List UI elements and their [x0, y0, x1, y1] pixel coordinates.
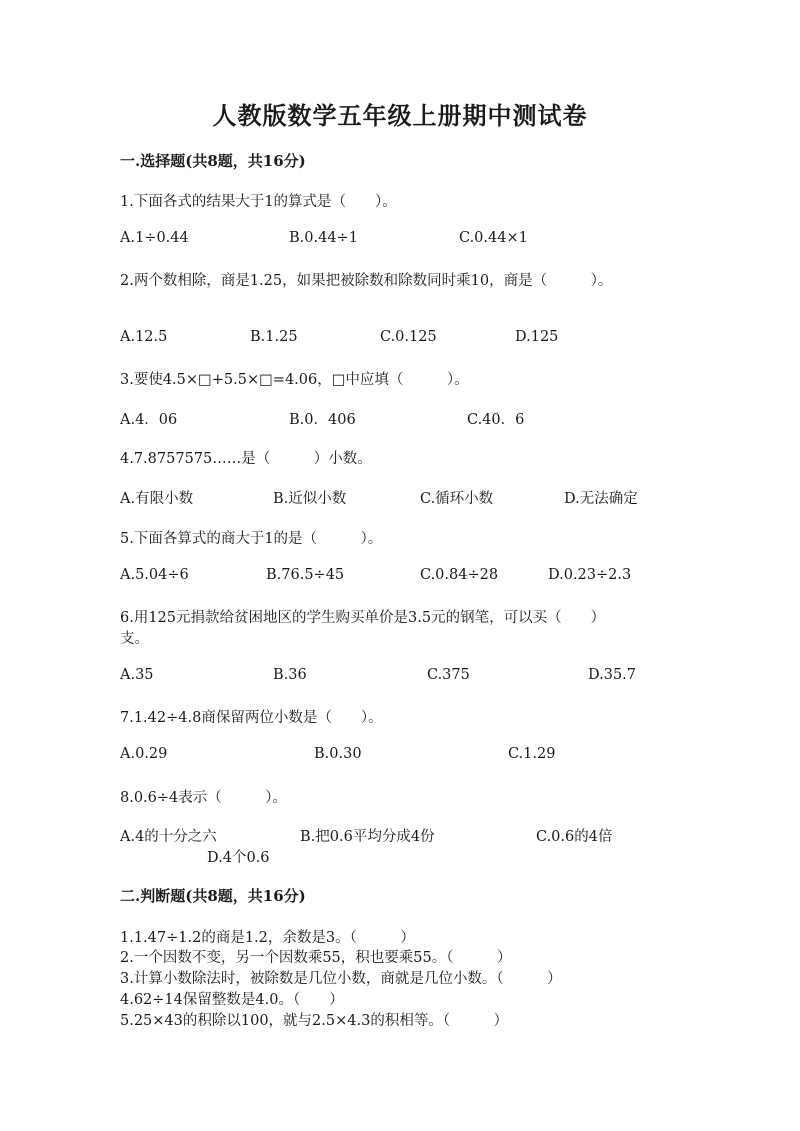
q1-option-a: A.1÷0.44 — [120, 230, 189, 246]
q7-option-c: C.1.29 — [508, 746, 556, 762]
q3-option-a: A.4．06 — [120, 412, 178, 428]
q8-option-a: A.4的十分之六 — [120, 829, 217, 845]
q2-option-c: C.0.125 — [380, 329, 437, 345]
q7-option-b: B.0.30 — [314, 746, 362, 762]
q3-option-c: C.40．6 — [467, 412, 525, 428]
q8-option-d: D.4个0.6 — [207, 850, 270, 866]
q2-option-b: B.1.25 — [250, 329, 298, 345]
q4-option-c: C.循环小数 — [420, 491, 494, 507]
q8-option-c: C.0.6的4倍 — [536, 829, 613, 845]
tf-item-5: 5.25×43的积除以100，就与2.5×4.3的积相等。（ ） — [120, 1013, 509, 1029]
section-heading-choice: 一.选择题(共8题，共16分) — [120, 152, 306, 170]
question-4: 4.7.8757575……是（ ）小数。 — [120, 451, 372, 467]
question-6-line-2: 支。 — [120, 631, 149, 647]
q6-option-b: B.36 — [273, 667, 307, 683]
question-6-line-1: 6.用125元捐款给贫困地区的学生购买单价是3.5元的钢笔，可以买（ ） — [120, 610, 606, 626]
question-5: 5.下面各算式的商大于1的是（ ）。 — [120, 531, 383, 547]
q4-option-a: A.有限小数 — [120, 491, 194, 507]
question-8: 8.0.6÷4表示（ ）。 — [120, 790, 288, 806]
q7-option-a: A.0.29 — [120, 746, 168, 762]
q5-option-d: D.0.23÷2.3 — [548, 567, 632, 583]
tf-item-3: 3.计算小数除法时，被除数是几位小数，商就是几位小数。（ ） — [120, 971, 562, 987]
q2-option-a: A.12.5 — [120, 329, 168, 345]
q5-option-c: C.0.84÷28 — [420, 567, 499, 583]
tf-item-2: 2.一个因数不变，另一个因数乘55，积也要乘55。（ ） — [120, 950, 512, 966]
q4-option-b: B.近似小数 — [273, 491, 347, 507]
q2-option-d: D.125 — [515, 329, 559, 345]
q8-option-b: B.把0.6平均分成4份 — [300, 829, 435, 845]
q1-option-b: B.0.44÷1 — [289, 230, 358, 246]
question-7: 7.1.42÷4.8商保留两位小数是（ ）。 — [120, 710, 383, 726]
question-3: 3.要使4.5×□+5.5×□=4.06，□中应填（ ）。 — [120, 372, 469, 388]
tf-item-1: 1.1.47÷1.2的商是1.2，余数是3。（ ） — [120, 930, 415, 946]
q5-option-a: A.5.04÷6 — [120, 567, 189, 583]
tf-item-4: 4.62÷14保留整数是4.0。（ ） — [120, 992, 344, 1008]
question-2: 2.两个数相除，商是1.25，如果把被除数和除数同时乘10，商是（ ）。 — [120, 273, 613, 289]
page-title: 人教版数学五年级上册期中测试卷 — [212, 101, 588, 130]
q6-option-c: C.375 — [427, 667, 470, 683]
q5-option-b: B.76.5÷45 — [266, 567, 345, 583]
q1-option-c: C.0.44×1 — [459, 230, 528, 246]
q6-option-a: A.35 — [120, 667, 154, 683]
q6-option-d: D.35.7 — [588, 667, 637, 683]
question-1: 1.下面各式的结果大于1的算式是（ ）。 — [120, 194, 397, 210]
section-heading-true-false: 二.判断题(共8题，共16分) — [120, 887, 306, 905]
q3-option-b: B.0．406 — [289, 412, 356, 428]
q4-option-d: D.无法确定 — [564, 491, 638, 507]
